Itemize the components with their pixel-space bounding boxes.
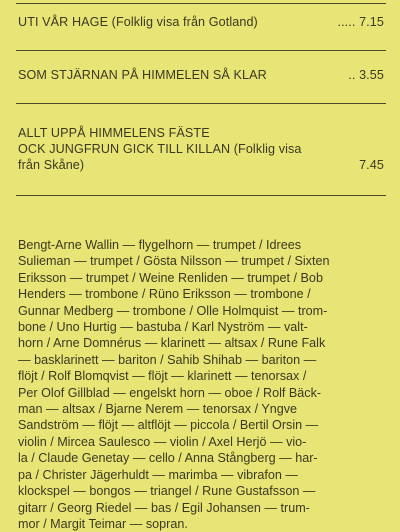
track-3 (18, 125, 384, 173)
credit-line: Sandström — flöjt — altflöjt — piccola / Bertil Orsin — (18, 418, 319, 433)
divider-1 (16, 50, 386, 51)
track-2-title: SOM STJÄRNAN PÅ HIMMELEN SÅ KLAR (18, 68, 267, 82)
track-3-title-line-3: från Skåne) (18, 158, 85, 172)
track-3-duration: 7.45 (359, 158, 384, 172)
divider-3 (16, 195, 386, 196)
track-3-title-line-1: ALLT UPPÅ HIMMELENS FÄSTE (18, 126, 210, 140)
credit-line: gitarr / Georg Riedel — bas / Egil Johansen — trum- (18, 500, 310, 515)
divider-top (16, 3, 386, 4)
credit-line: Per Olof Gillblad — engelskt horn — oboe / Rolf Bäck- (18, 385, 322, 400)
credit-line: Henders — trombone / Rüno Eriksson — trombone / (18, 287, 311, 302)
credit-line: klockspel — bongos — triangel / Rune Gustafsson — (18, 484, 316, 499)
credit-line: Gunnar Medberg — trombone / Olle Holmquist — trom- (18, 303, 328, 318)
track-1 (18, 14, 384, 30)
track-3-title-line-2: OCK JUNGFRUN GICK TILL KILLAN (Folklig visa (18, 142, 302, 156)
credit-line: la / Claude Genetay — cello / Anna Stångberg — har- (18, 451, 318, 466)
credit-line: horn / Arne Domnérus — klarinett — altsax / Rune Falk (18, 336, 326, 351)
musician-credits (18, 237, 384, 532)
track-2 (18, 67, 384, 83)
divider-2 (16, 103, 386, 104)
track-2-duration: .. 3.55 (348, 68, 384, 82)
track-1-title: UTI VÅR HAGE (Folklig visa från Gotland) (18, 15, 258, 29)
credit-line: pa / Christer Jägerhuldt — marimba — vibrafon — (18, 467, 298, 482)
credit-line: man — altsax / Bjarne Nerem — tenorsax / Yngve (18, 402, 298, 417)
credit-line: bone / Uno Hurtig — bastuba / Karl Nyström — valt- (18, 320, 308, 335)
track-1-duration: ..... 7.15 (337, 15, 384, 29)
credit-line: Eriksson — trumpet / Weine Renliden — trumpet / Bob (18, 270, 323, 285)
credit-line: mor / Margit Teimar — sopran. (18, 516, 188, 531)
credit-line: flöjt / Rolf Blomqvist — flöjt — klarinett — tenorsax / (18, 369, 307, 384)
credit-line: Bengt-Arne Wallin — flygelhorn — trumpet / Idrees (18, 238, 302, 252)
credit-line: — basklarinett — bariton / Sahib Shihab — bariton — (18, 352, 317, 367)
credit-line: Sulieman — trumpet / Gösta Nilsson — trumpet / Sixten (18, 254, 330, 269)
credit-line: violin / Mircea Saulesco — violin / Axel Herjö — vio- (18, 434, 307, 449)
